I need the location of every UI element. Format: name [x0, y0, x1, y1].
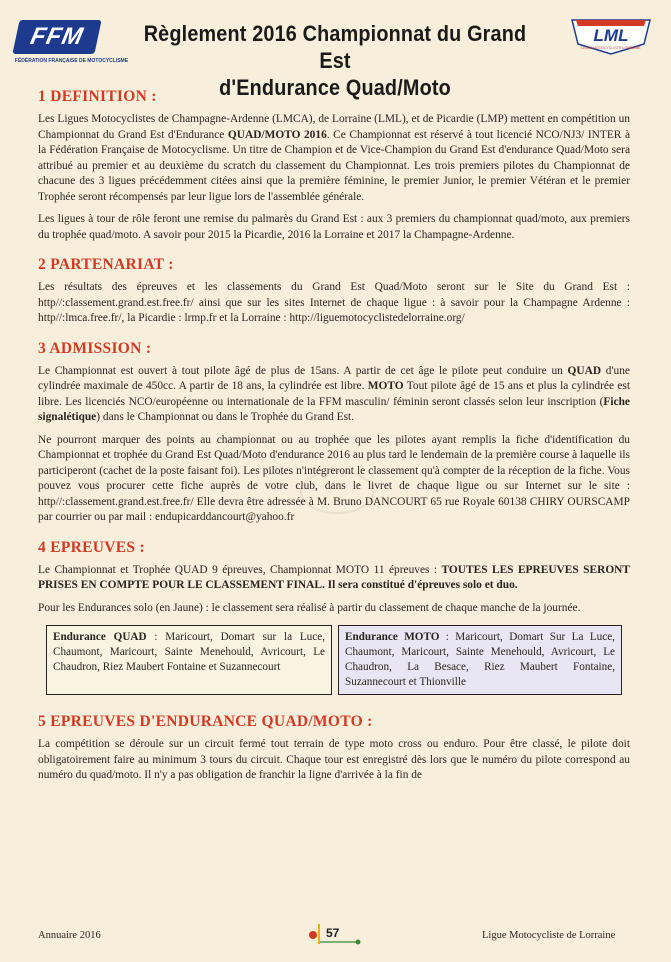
section-definition [38, 88, 630, 243]
title-line-1: Règlement 2016 Championnat du Grand Est [143, 21, 527, 73]
box-label: Endurance MOTO [345, 631, 440, 643]
box-text: : Maricourt, Domart sur la Luce, Chaumont, Maricourt, Sainte Menehould, Avricourt, Le Chaudron, Riez Maubert Fontaine et Suzannecourt [53, 631, 326, 673]
section-heading: 5 EPREUVES D'ENDURANCE QUAD/MOTO : [38, 713, 373, 730]
quad-events-box [46, 625, 332, 695]
moto-events-box [338, 625, 622, 695]
paragraph: Pour les Endurances solo (en Jaune) : le classement sera réalisé à partir du classement de chaque manche de la journée. [38, 601, 581, 614]
text-run: . Ce Championnat est réservé à tout licencié NCO/NJ3/ INTER à la Fédération Française de Motocyclisme. Un titre de Champion et de Vice-Champion du Grand Est d'endurance Quad/Moto sera attribué au premier et au deuxième du scratch du classement du Championnat. Les trois premiers pilotes du Championnat de chacune des 3 ligues précédemment citées ainsi que la première féminine, le premier Junior, le premier Vétéran et le premier Trophée seront récompensés par leur ligue lors de l'assemblée générale. [38, 128, 630, 203]
section-partenariat [38, 256, 630, 327]
paragraph: La compétition se déroule sur un circuit fermé tout terrain de type moto cross ou enduro. Pour être classé, le pilote doit obligatoirement faire au minimum 3 tours du circuit. Chaque tour est enregistré dès lors que le numéro du pilote correspond au numéro du quad/moto. Il n'y a pas obligation de franchir la ligne d'arrivée à la fin de [38, 738, 630, 781]
paragraph: Les résultats des épreuves et les classements du Grand Est Quad/Moto seront sur le Site du Grand Est : http//:classement.grand.est.free.fr/ ainsi que sur les sites Internet de chaque ligue : à savoir pour la Champagne Ardenne : http//:lmca.free.fr/, la Picardie : lrmp.fr et la Lorraine : http://liguemotocyclistedelorraine.org/ [38, 281, 630, 324]
paragraph: Les ligues à tour de rôle feront une remise du palmarès du Grand Est : aux 3 premiers du championnat quad/moto, aux premiers du trophée quad/moto. A savoir pour 2015 la Picardie, 2016 la Lorraine et 2017 la Champagne-Ardenne. [38, 213, 630, 241]
paragraph [38, 563, 630, 594]
lml-logo-text: LML [593, 26, 629, 45]
section-heading: 3 ADMISSION : [38, 339, 152, 357]
ffm-logo-subtitle: FÉDÉRATION FRANÇAISE DE MOTOCYCLISME [14, 58, 129, 64]
events-boxes [46, 625, 628, 695]
title-line-2: d'Endurance Quad/Moto [219, 75, 451, 100]
paragraph [38, 112, 630, 205]
paragraph [38, 364, 630, 426]
box-text: : Maricourt, Domart Sur La Luce, Chaumont, Maricourt, Sainte Menehould, Avricourt, Le Chaudron, La Besace, Riez Maubert Fontaine, Suzannecourt et Thionville [345, 631, 615, 688]
page-number [306, 922, 366, 948]
text-run: ) dans le Championnat ou dans le Trophée du Grand Est. [96, 411, 355, 423]
ffm-logo-text: FFM [28, 23, 87, 50]
paragraph: Ne pourront marquer des points au championnat ou au trophée que les pilotes ayant remplis la fiche d'identification du Championnat et trophée du Grand Est Quad/Moto d'endurance 2016 au plus tard le lendemain de la première course à laquelle ils participeront (cachet de la poste faisant foi). Les pilotes n'intégreront le classement qu'à compter de la réception de la fiche. Vous pouvez vous procurer cette fiche auprès de votre club, dans le livret de chaque ligue ou sur Internet sur le site : http//:classement.grand.est.free.fr/ Elle devra être adressée à M. Bruno DANCOURT 65 rue Royale 60138 CHIRY OURSCAMP par courrier ou par mail : endupicarddancourt@yahoo.fr [38, 433, 630, 523]
document-body [38, 88, 630, 797]
text-run: Tout pilote âgé de 15 ans et plus la cylindrée est libre. Les licenciés NCO/européenne ou internationale de la FFM masculin/ féminin seront classés selon leur inscription ( [38, 380, 630, 408]
section-heading: 4 EPREUVES : [38, 538, 145, 556]
box-label: Endurance QUAD [53, 631, 147, 643]
footer-left: Annuaire 2016 [38, 930, 101, 941]
bold-run: QUAD [567, 364, 602, 377]
section-epreuves [38, 539, 630, 696]
page-number-text: 57 [326, 926, 340, 940]
bold-run: TOUTES LES EPREUVES SERONT PRISES EN COMPTE POUR LE CLASSEMENT FINAL. Il sera constitué d'épreuves solo et duo. [38, 563, 631, 591]
section-endurance [38, 713, 630, 784]
section-heading: 2 PARTENARIAT : [38, 256, 174, 273]
ffm-logo [12, 20, 129, 64]
text-run: d'une cylindrée maximale de 450cc. A partir de 18 ans, la cylindrée est libre. [38, 364, 630, 392]
lml-logo-subtitle: LIGUE MOTOCYCLISTE LORRAINE [581, 46, 641, 50]
text-run: Le Championnat est ouvert à tout pilote âgé de plus de 15ans. A partir de cet âge le pilote peut conduire un [38, 364, 568, 377]
bold-run: Fiche signalétique [38, 395, 630, 423]
bold-run: QUAD/MOTO 2016 [227, 128, 327, 141]
section-heading: 1 DEFINITION : [38, 88, 157, 105]
lml-logo [568, 14, 654, 58]
section-admission [38, 340, 630, 526]
text-run: Le Championnat et Trophée QUAD 9 épreuves, Championnat MOTO 11 épreuves : [38, 563, 442, 576]
text-run: Les Ligues Motocyclistes de Champagne-Ardenne (LMCA), de Lorraine (LML), et de Picardie (LMP) mettent en compétition un Championnat du Grand Est d'Endurance [38, 113, 630, 141]
bold-run: MOTO [367, 380, 404, 392]
footer-right: Ligue Motocycliste de Lorraine [482, 930, 616, 941]
